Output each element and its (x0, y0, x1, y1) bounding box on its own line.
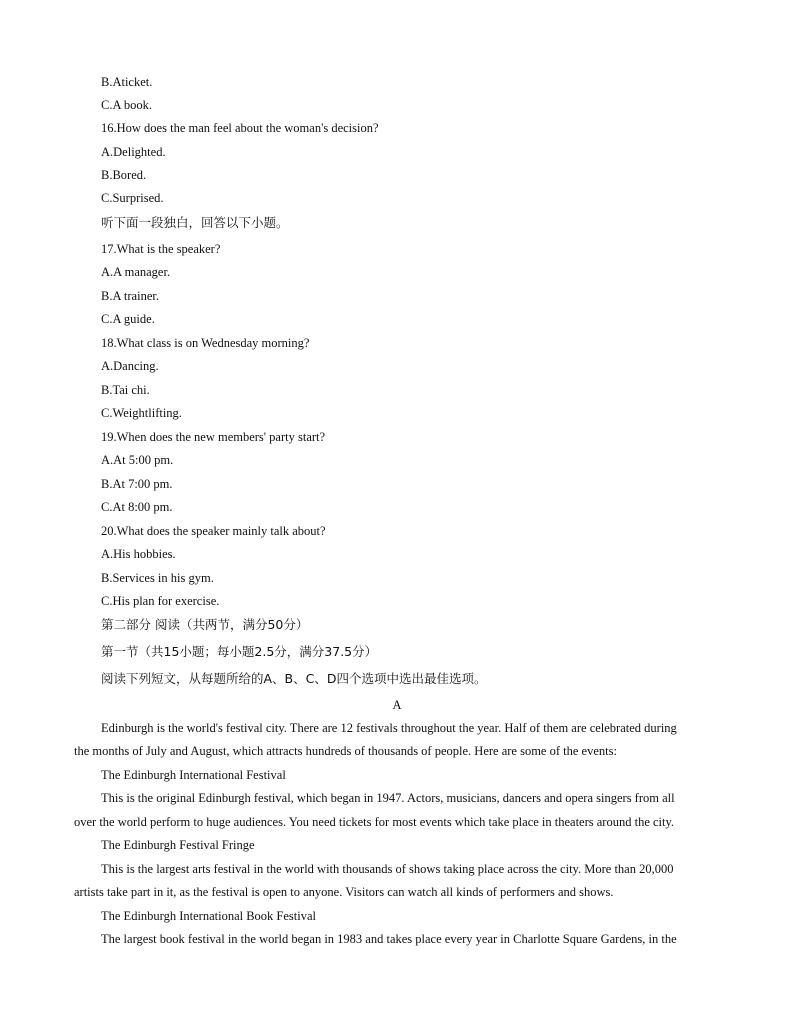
option-b-tai-chi: B.Tai chi. (101, 383, 150, 397)
reading-instruction: 阅读下列短文，从每题所给的A、B、C、D四个选项中选出最佳选项。 (101, 671, 487, 686)
question-16: 16.How does the man feel about the woman's decision? (101, 121, 379, 135)
option-a-dancing: A.Dancing. (101, 359, 159, 373)
option-b-7pm: B.At 7:00 pm. (101, 477, 173, 491)
option-a-hobbies: A.His hobbies. (101, 547, 176, 561)
option-c-8pm: C.At 8:00 pm. (101, 500, 173, 514)
option-c-weightlifting: C.Weightlifting. (101, 406, 182, 420)
question-20: 20.What does the speaker mainly talk about? (101, 524, 326, 538)
question-18: 18.What class is on Wednesday morning? (101, 336, 310, 350)
option-a-5pm: A.At 5:00 pm. (101, 453, 174, 467)
festival-heading: The Edinburgh International Book Festival (101, 909, 317, 923)
passage-paragraph-line: Edinburgh is the world's festival city. There are 12 festivals throughout the year. Half of them are celebrated during (101, 721, 677, 735)
option-b-gym-services: B.Services in his gym. (101, 571, 214, 585)
festival-heading: The Edinburgh International Festival (101, 768, 286, 782)
passage-paragraph-line: the months of July and August, which attracts hundreds of thousands of people. Here are some of the events: (74, 744, 617, 758)
passage-paragraph-line: This is the largest arts festival in the world with thousands of shows taking place across the city. More than 20,000 (101, 862, 674, 876)
section-one-heading: 第一节（共15小题；每小题2.5分，满分37.5分） (101, 644, 378, 659)
option-b-trainer: B.A trainer. (101, 289, 159, 303)
passage-paragraph-line: This is the original Edinburgh festival, which began in 1947. Actors, musicians, dancers and opera singers from all (101, 791, 675, 805)
option-a-delighted: A.Delighted. (101, 145, 166, 159)
passage-paragraph-line: artists take part in it, as the festival is open to anyone. Visitors can watch all kinds of performers and shows. (74, 885, 614, 899)
option-b-bored: B.Bored. (101, 168, 147, 182)
option-a-manager: A.A manager. (101, 265, 171, 279)
question-17: 17.What is the speaker? (101, 242, 221, 256)
option-c-book: C.A book. (101, 98, 153, 112)
passage-paragraph-line: The largest book festival in the world began in 1983 and takes place every year in Charlotte Square Gardens, in the (101, 932, 677, 946)
festival-heading: The Edinburgh Festival Fringe (101, 838, 255, 852)
passage-label: A (392, 698, 402, 712)
question-19: 19.When does the new members' party start? (101, 430, 326, 444)
option-c-exercise-plan: C.His plan for exercise. (101, 594, 220, 608)
option-c-guide: C.A guide. (101, 312, 155, 326)
passage-paragraph-line: over the world perform to huge audiences. You need tickets for most events which take place in theaters around the city. (74, 815, 675, 829)
option-b-ticket: B.Aticket. (101, 75, 153, 89)
option-c-surprised: C.Surprised. (101, 191, 164, 205)
part-two-heading: 第二部分 阅读（共两节，满分50分） (101, 617, 309, 632)
monologue-instruction: 听下面一段独白，回答以下小题。 (101, 215, 289, 230)
